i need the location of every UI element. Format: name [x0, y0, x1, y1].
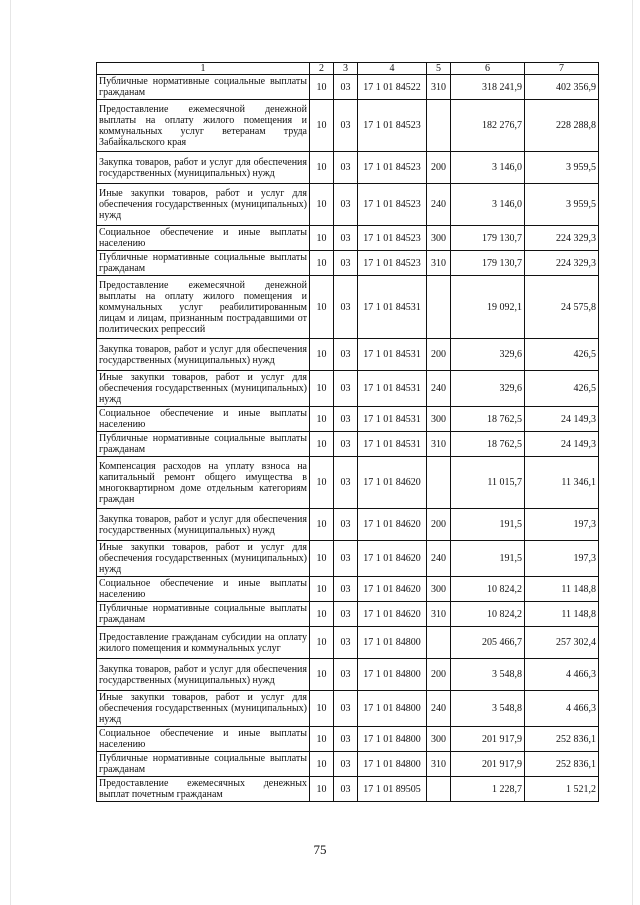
row-expense-type: [427, 100, 451, 152]
row-amount-col7: 24 575,8: [525, 276, 599, 339]
row-expense-type: 310: [427, 251, 451, 276]
row-target-article: 17 1 01 84800: [358, 727, 427, 752]
row-section: 10: [310, 541, 334, 577]
row-expense-type: 300: [427, 226, 451, 251]
row-section: 10: [310, 457, 334, 509]
row-name: Закупка товаров, работ и услуг для обеспечения государственных (муниципальных) нужд: [97, 659, 310, 691]
page-number: 75: [313, 842, 327, 857]
row-section: 10: [310, 407, 334, 432]
table-row: [97, 777, 599, 802]
row-amount-col6: 18 762,5: [451, 407, 525, 432]
row-section: 10: [310, 75, 334, 100]
row-subsection: 03: [334, 100, 358, 152]
row-amount-col7: 252 836,1: [525, 752, 599, 777]
table-row: [97, 75, 599, 100]
row-name: Закупка товаров, работ и услуг для обеспечения государственных (муниципальных) нужд: [97, 152, 310, 184]
row-amount-col7: 3 959,5: [525, 152, 599, 184]
row-amount-col6: 329,6: [451, 371, 525, 407]
row-name: Компенсация расходов на уплату взноса на капитальный ремонт общего имущества в многоквартирном доме отдельным категориям граждан: [97, 457, 310, 509]
row-target-article: 17 1 01 84523: [358, 152, 427, 184]
row-subsection: 03: [334, 432, 358, 457]
row-target-article: 17 1 01 84620: [358, 509, 427, 541]
row-expense-type: 240: [427, 184, 451, 226]
table-row: [97, 691, 599, 727]
row-target-article: 17 1 01 84523: [358, 100, 427, 152]
row-amount-col7: 4 466,3: [525, 691, 599, 727]
header-col-2: 2: [310, 63, 334, 75]
header-col-3: 3: [334, 63, 358, 75]
row-subsection: 03: [334, 602, 358, 627]
table-row: [97, 727, 599, 752]
row-expense-type: 310: [427, 602, 451, 627]
row-subsection: 03: [334, 184, 358, 226]
row-amount-col6: 3 548,8: [451, 659, 525, 691]
row-target-article: 17 1 01 84531: [358, 432, 427, 457]
row-name: Социальное обеспечение и иные выплаты населению: [97, 577, 310, 602]
row-amount-col7: 426,5: [525, 339, 599, 371]
row-amount-col7: 4 466,3: [525, 659, 599, 691]
row-expense-type: [427, 276, 451, 339]
row-amount-col7: 402 356,9: [525, 75, 599, 100]
row-name: Публичные нормативные социальные выплаты гражданам: [97, 75, 310, 100]
row-section: 10: [310, 602, 334, 627]
row-amount-col6: 179 130,7: [451, 226, 525, 251]
row-name: Закупка товаров, работ и услуг для обеспечения государственных (муниципальных) нужд: [97, 339, 310, 371]
row-subsection: 03: [334, 251, 358, 276]
row-subsection: 03: [334, 75, 358, 100]
row-amount-col7: 257 302,4: [525, 627, 599, 659]
table-row: [97, 276, 599, 339]
table-row: [97, 577, 599, 602]
row-subsection: 03: [334, 371, 358, 407]
row-amount-col6: 201 917,9: [451, 727, 525, 752]
row-name: Предоставление ежемесячной денежной выплаты на оплату жилого помещения и коммунальных услуг реабилитированным лицам и лицам, признанным пострадавшими от политических репрессий: [97, 276, 310, 339]
row-target-article: 17 1 01 84800: [358, 691, 427, 727]
row-subsection: 03: [334, 152, 358, 184]
row-name: Предоставление ежемесячной денежной выплаты на оплату жилого помещения и коммунальных услуг ветеранам труда Забайкальского края: [97, 100, 310, 152]
row-expense-type: 300: [427, 577, 451, 602]
row-section: 10: [310, 509, 334, 541]
table-row: [97, 407, 599, 432]
row-amount-col6: 3 548,8: [451, 691, 525, 727]
row-expense-type: 310: [427, 432, 451, 457]
row-amount-col6: 182 276,7: [451, 100, 525, 152]
row-target-article: 17 1 01 84523: [358, 226, 427, 251]
row-subsection: 03: [334, 659, 358, 691]
row-name: Публичные нормативные социальные выплаты гражданам: [97, 602, 310, 627]
row-target-article: 17 1 01 84620: [358, 541, 427, 577]
row-amount-col6: 205 466,7: [451, 627, 525, 659]
row-subsection: 03: [334, 577, 358, 602]
table-row: [97, 541, 599, 577]
row-amount-col7: 252 836,1: [525, 727, 599, 752]
row-subsection: 03: [334, 691, 358, 727]
row-amount-col7: 224 329,3: [525, 251, 599, 276]
row-amount-col6: 10 824,2: [451, 577, 525, 602]
row-amount-col6: 3 146,0: [451, 152, 525, 184]
row-amount-col6: 11 015,7: [451, 457, 525, 509]
row-expense-type: 240: [427, 541, 451, 577]
row-section: 10: [310, 691, 334, 727]
row-target-article: 17 1 01 84531: [358, 407, 427, 432]
row-section: 10: [310, 752, 334, 777]
row-name: Иные закупки товаров, работ и услуг для обеспечения государственных (муниципальных) нужд: [97, 541, 310, 577]
row-amount-col7: 228 288,8: [525, 100, 599, 152]
row-amount-col6: 19 092,1: [451, 276, 525, 339]
row-name: Предоставление ежемесячных денежных выплат почетным гражданам: [97, 777, 310, 802]
table-row: [97, 432, 599, 457]
row-target-article: 17 1 01 84800: [358, 627, 427, 659]
row-expense-type: 310: [427, 752, 451, 777]
row-expense-type: 240: [427, 691, 451, 727]
row-subsection: 03: [334, 727, 358, 752]
header-col-1: 1: [97, 63, 310, 75]
table-row: [97, 457, 599, 509]
row-amount-col6: 10 824,2: [451, 602, 525, 627]
row-subsection: 03: [334, 457, 358, 509]
row-section: 10: [310, 184, 334, 226]
row-amount-col6: 329,6: [451, 339, 525, 371]
row-expense-type: 300: [427, 407, 451, 432]
row-subsection: 03: [334, 627, 358, 659]
table-row: [97, 251, 599, 276]
row-amount-col7: 197,3: [525, 541, 599, 577]
row-expense-type: 300: [427, 727, 451, 752]
header-col-7: 7: [525, 63, 599, 75]
row-amount-col7: 426,5: [525, 371, 599, 407]
row-expense-type: [427, 627, 451, 659]
row-target-article: 17 1 01 84620: [358, 602, 427, 627]
row-target-article: 17 1 01 84620: [358, 457, 427, 509]
row-amount-col7: 224 329,3: [525, 226, 599, 251]
row-section: 10: [310, 100, 334, 152]
header-col-6: 6: [451, 63, 525, 75]
row-section: 10: [310, 152, 334, 184]
row-section: 10: [310, 251, 334, 276]
row-name: Публичные нормативные социальные выплаты гражданам: [97, 251, 310, 276]
table-body: [97, 75, 599, 802]
table-header-row: [97, 63, 599, 75]
row-amount-col6: 179 130,7: [451, 251, 525, 276]
row-section: 10: [310, 659, 334, 691]
row-amount-col7: 11 346,1: [525, 457, 599, 509]
row-expense-type: 200: [427, 659, 451, 691]
row-name: Закупка товаров, работ и услуг для обеспечения государственных (муниципальных) нужд: [97, 509, 310, 541]
row-name: Публичные нормативные социальные выплаты гражданам: [97, 432, 310, 457]
row-amount-col7: 1 521,2: [525, 777, 599, 802]
row-target-article: 17 1 01 84522: [358, 75, 427, 100]
budget-table: [96, 62, 599, 802]
row-amount-col7: 11 148,8: [525, 577, 599, 602]
table-row: [97, 184, 599, 226]
row-target-article: 17 1 01 84800: [358, 752, 427, 777]
row-section: 10: [310, 627, 334, 659]
row-name: Социальное обеспечение и иные выплаты населению: [97, 407, 310, 432]
row-expense-type: 200: [427, 152, 451, 184]
row-target-article: 17 1 01 84523: [358, 184, 427, 226]
row-name: Публичные нормативные социальные выплаты гражданам: [97, 752, 310, 777]
row-target-article: 17 1 01 84531: [358, 276, 427, 339]
row-section: 10: [310, 432, 334, 457]
row-section: 10: [310, 371, 334, 407]
row-target-article: 17 1 01 84531: [358, 371, 427, 407]
scan-edge-right: [632, 0, 633, 905]
row-expense-type: 310: [427, 75, 451, 100]
table-row: [97, 509, 599, 541]
row-expense-type: 200: [427, 509, 451, 541]
row-section: 10: [310, 727, 334, 752]
table-row: [97, 659, 599, 691]
row-amount-col6: 3 146,0: [451, 184, 525, 226]
row-amount-col7: 11 148,8: [525, 602, 599, 627]
row-name: Социальное обеспечение и иные выплаты населению: [97, 727, 310, 752]
row-amount-col7: 3 959,5: [525, 184, 599, 226]
row-amount-col7: 24 149,3: [525, 407, 599, 432]
table-row: [97, 602, 599, 627]
row-subsection: 03: [334, 339, 358, 371]
row-name: Предоставление гражданам субсидии на оплату жилого помещения и коммунальных услуг: [97, 627, 310, 659]
table-row: [97, 100, 599, 152]
row-section: 10: [310, 339, 334, 371]
row-expense-type: [427, 457, 451, 509]
row-name: Иные закупки товаров, работ и услуг для обеспечения государственных (муниципальных) нужд: [97, 371, 310, 407]
row-subsection: 03: [334, 407, 358, 432]
row-section: 10: [310, 276, 334, 339]
row-name: Социальное обеспечение и иные выплаты населению: [97, 226, 310, 251]
row-section: 10: [310, 577, 334, 602]
row-subsection: 03: [334, 777, 358, 802]
row-section: 10: [310, 777, 334, 802]
row-amount-col6: 1 228,7: [451, 777, 525, 802]
header-col-4: 4: [358, 63, 427, 75]
row-amount-col7: 197,3: [525, 509, 599, 541]
row-subsection: 03: [334, 509, 358, 541]
table-row: [97, 152, 599, 184]
table-row: [97, 752, 599, 777]
table-row: [97, 226, 599, 251]
row-target-article: 17 1 01 84531: [358, 339, 427, 371]
scan-edge-left: [10, 0, 11, 905]
row-amount-col6: 18 762,5: [451, 432, 525, 457]
row-amount-col7: 24 149,3: [525, 432, 599, 457]
row-amount-col6: 191,5: [451, 541, 525, 577]
row-amount-col6: 318 241,9: [451, 75, 525, 100]
row-expense-type: 240: [427, 371, 451, 407]
row-expense-type: [427, 777, 451, 802]
row-subsection: 03: [334, 226, 358, 251]
row-expense-type: 200: [427, 339, 451, 371]
row-name: Иные закупки товаров, работ и услуг для обеспечения государственных (муниципальных) нужд: [97, 184, 310, 226]
table-row: [97, 371, 599, 407]
row-subsection: 03: [334, 276, 358, 339]
row-amount-col6: 201 917,9: [451, 752, 525, 777]
row-name: Иные закупки товаров, работ и услуг для обеспечения государственных (муниципальных) нужд: [97, 691, 310, 727]
table-row: [97, 339, 599, 371]
row-amount-col6: 191,5: [451, 509, 525, 541]
row-section: 10: [310, 226, 334, 251]
row-target-article: 17 1 01 89505: [358, 777, 427, 802]
table-row: [97, 627, 599, 659]
row-subsection: 03: [334, 541, 358, 577]
row-subsection: 03: [334, 752, 358, 777]
row-target-article: 17 1 01 84523: [358, 251, 427, 276]
row-target-article: 17 1 01 84800: [358, 659, 427, 691]
row-target-article: 17 1 01 84620: [358, 577, 427, 602]
header-col-5: 5: [427, 63, 451, 75]
